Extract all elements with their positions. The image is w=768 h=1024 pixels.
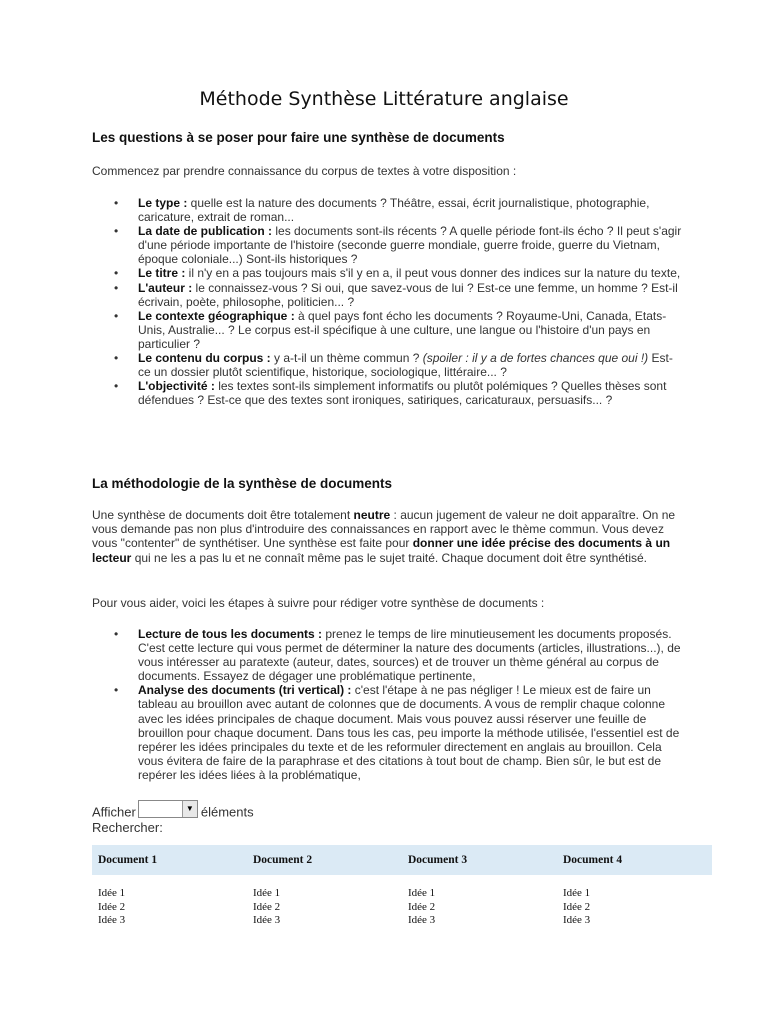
table-cell <box>247 875 402 928</box>
list-item <box>92 309 682 351</box>
item-label: Le contenu du corpus : <box>138 351 271 366</box>
para-bold: donner une idée précise des documents à un lecteur <box>92 536 671 565</box>
cell-line: Idée 2 <box>98 900 126 913</box>
list-item <box>92 266 682 280</box>
cell-line: Idée 2 <box>408 900 436 913</box>
bullet-icon: • <box>114 627 119 641</box>
section2-list <box>92 627 682 782</box>
bullet-icon: • <box>114 683 119 698</box>
item-label: La date de publication : <box>138 224 273 239</box>
dropdown-arrow-icon[interactable]: ▼ <box>182 801 197 817</box>
entries-select[interactable] <box>138 800 198 818</box>
item-text: le connaissez-vous ? Si oui, que savez-vous de lui ? Est-ce une femme, un homme ? Est-il écrivain, poète, philosophe, politicien... ? <box>138 280 678 309</box>
column-header[interactable]: Document 4 <box>557 845 712 875</box>
para-text: : aucun jugement de valeur ne doit apparaître. On ne vous demande pas non plus d'introduire des connaissances en rapport avec le thème commun. Vous devez vous "contenter" de synthétiser. Une synthèse est faite pour <box>92 508 676 551</box>
page-title: Méthode Synthèse Littérature anglaise <box>199 88 569 110</box>
bullet-icon: • <box>114 351 119 366</box>
cell-line: Idée 1 <box>253 887 281 899</box>
table-cell <box>402 875 557 928</box>
item-label: Le contexte géographique : <box>138 308 295 323</box>
list-item <box>92 683 682 782</box>
search-label: Rechercher: <box>92 820 163 835</box>
table-cell <box>557 875 712 928</box>
section2-heading: La méthodologie de la synthèse de documents <box>92 476 393 491</box>
list-item <box>92 627 682 683</box>
cell-line: Idée 3 <box>563 914 591 926</box>
table-row <box>92 875 712 928</box>
show-label: Afficher <box>92 804 136 820</box>
section1-heading: Les questions à se poser pour faire une synthèse de documents <box>92 130 505 145</box>
item-text-2: Est-ce un dossier plutôt scientifique, historique, sociologique, littéraire... ? <box>138 351 673 380</box>
item-text: c'est l'étape à ne pas négliger ! Le mieux est de faire un tableau au brouillon avec autant de colonnes que de documents. A vous de remplir chaque colonne avec les idées principales de chaque document. Mais vous pouvez aussi réserver une feuille de brouillon pour chaque document. Dans tous les cas, peu importe la méthode utilisée, l'essentiel est de repérer les idées principales du texte et de les reformuler directement en anglais au brouillon. Cela vous évitera de faire de la paraphrase et des citations à tout bout de champ. Bien sûr, le but est de repérer les idées liées à la problématique, <box>138 683 680 782</box>
column-header[interactable]: Document 2 <box>247 845 402 875</box>
cell-line: Idée 3 <box>98 914 126 926</box>
bullet-icon: • <box>114 379 119 394</box>
cell-line: Idée 1 <box>563 887 591 899</box>
column-header[interactable]: Document 3 <box>402 845 557 875</box>
item-text: les textes sont-ils simplement informatifs ou plutôt polémiques ? Quelles thèses sont défendues ? Est-ce que des textes sont ironiques, satiriques, caricaturaux, persuasifs... ? <box>138 379 667 408</box>
item-label: Analyse des documents (tri vertical) : <box>138 683 352 698</box>
table-header-row <box>92 845 712 875</box>
documents-table <box>92 845 712 928</box>
para-text: qui ne les a pas lu et ne connaît même pas le sujet traité. Chaque document doit être synthétisé. <box>131 550 647 565</box>
item-italic: (spoiler : il y a de fortes chances que oui !) <box>422 351 649 366</box>
item-label: L'auteur : <box>138 280 193 295</box>
column-header[interactable]: Document 1 <box>92 845 247 875</box>
bullet-icon: • <box>114 308 119 323</box>
item-text: il n'y en a pas toujours mais s'il y en a, il peut vous donner des indices sur la nature du texte, <box>185 266 681 281</box>
item-text: y a-t-il un thème commun ? <box>270 351 423 366</box>
item-text: quelle est la nature des documents ? Théâtre, essai, écrit journalistique, photographie, caricature, extrait de roman... <box>138 196 650 225</box>
list-item <box>92 224 682 266</box>
bullet-icon: • <box>114 224 119 239</box>
search-control <box>92 820 163 835</box>
item-text: prenez le temps de lire minutieusement les documents proposés. C'est cette lecture qui vous permet de déterminer la nature des documents (articles, illustrations...), de vous intéresser au paratexte (auteur, dates, sources) et de trouver un thème général au corpus de documents. Essayez de dégager une problématique pertinente, <box>138 627 681 684</box>
cell-line: Idée 1 <box>408 887 436 899</box>
section2-paragraph-1 <box>92 508 682 565</box>
item-label: Lecture de tous les documents : <box>138 627 323 641</box>
item-label: Le titre : <box>138 266 186 281</box>
cell-line: Idée 2 <box>563 900 591 913</box>
item-label: Le type : <box>138 196 188 210</box>
item-text: les documents sont-ils récents ? A quelle période font-ils écho ? Il peut s'agir d'une période importante de l'histoire (seconde guerre mondiale, guerre froide, guerre du Vietnam, époque coloniale...) Sont-ils historiques ? <box>138 224 682 267</box>
section2-paragraph-2: Pour vous aider, voici les étapes à suivre pour rédiger votre synthèse de documents : <box>92 596 545 610</box>
show-suffix: éléments <box>200 804 254 820</box>
para-bold: neutre <box>353 508 391 522</box>
cell-line: Idée 3 <box>408 914 436 926</box>
cell-line: Idée 1 <box>98 887 126 899</box>
bullet-icon: • <box>114 280 119 295</box>
list-item <box>92 281 682 309</box>
section1-list <box>92 196 682 407</box>
list-item <box>92 379 682 407</box>
section1-intro: Commencez par prendre connaissance du corpus de textes à votre disposition : <box>92 164 517 178</box>
table-cell <box>92 875 247 928</box>
item-label: L'objectivité : <box>138 379 215 394</box>
cell-line: Idée 2 <box>253 900 281 913</box>
item-text: à quel pays font écho les documents ? Royaume-Uni, Canada, Etats-Unis, Australie... ? Le corpus est-il spécifique à une culture, une langue ou l'histoire d'un pays en particulier ? <box>138 308 667 351</box>
bullet-icon: • <box>114 266 119 281</box>
cell-line: Idée 3 <box>253 914 281 926</box>
bullet-icon: • <box>114 196 119 210</box>
para-text: Une synthèse de documents doit être totalement <box>92 508 354 522</box>
list-item <box>92 196 682 224</box>
list-item <box>92 351 682 379</box>
